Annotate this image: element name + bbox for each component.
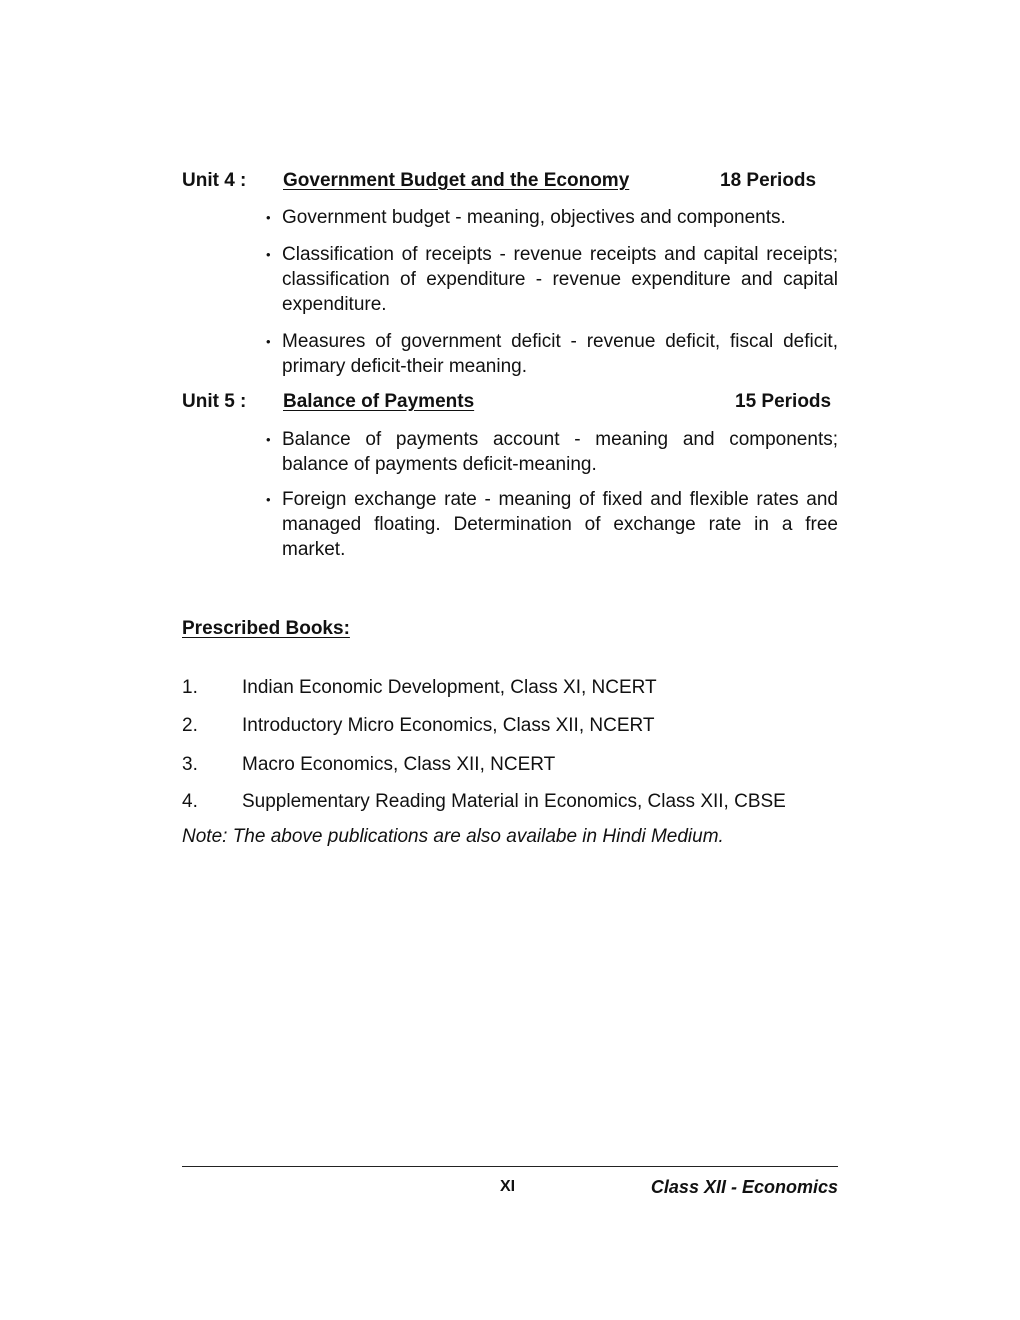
book-title: Supplementary Reading Material in Economics, Class XII, CBSE xyxy=(242,791,786,812)
unit-4-label: Unit 4 : xyxy=(182,170,247,191)
unit-5-bullet-1 xyxy=(266,427,838,477)
book-number: 3. xyxy=(182,754,198,775)
bullet-text: Foreign exchange rate - meaning of fixed and flexible rates and managed floating. Determination of exchange rate in a free market. xyxy=(282,489,838,560)
page-number: XI xyxy=(500,1178,516,1195)
unit-4-periods: 18 Periods xyxy=(720,170,817,191)
bullet-icon: • xyxy=(266,334,271,349)
bullet-text: Classification of receipts - revenue receipts and capital receipts; classification of expenditure - revenue expenditure and capital expenditure. xyxy=(282,244,838,315)
footer-divider xyxy=(182,1166,838,1167)
book-number: 2. xyxy=(182,715,198,736)
footer-class-label: Class XII - Economics xyxy=(650,1177,838,1197)
book-item-1 xyxy=(182,675,838,701)
unit-5-header xyxy=(182,389,838,415)
bullet-text: Government budget - meaning, objectives and components. xyxy=(282,207,786,228)
hindi-medium-note: Note: The above publications are also availabe in Hindi Medium. xyxy=(182,826,724,847)
unit-4-bullet-3 xyxy=(266,329,838,379)
unit-5-label: Unit 5 : xyxy=(182,391,247,412)
bullet-icon: • xyxy=(266,492,271,507)
bullet-icon: • xyxy=(266,247,271,262)
unit-4-bullet-1 xyxy=(266,205,838,230)
book-number: 4. xyxy=(182,791,198,812)
bullet-icon: • xyxy=(266,210,271,225)
bullet-icon: • xyxy=(266,432,271,447)
unit-5-title: Balance of Payments xyxy=(283,391,475,412)
book-title: Macro Economics, Class XII, NCERT xyxy=(242,754,556,775)
book-item-3 xyxy=(182,752,838,778)
unit-4-bullet-2 xyxy=(266,242,838,317)
bullet-text: Balance of payments account - meaning and components; balance of payments deficit-meaning. xyxy=(282,429,838,475)
unit-5-bullet-2 xyxy=(266,487,838,562)
bullet-text: Measures of government deficit - revenue deficit, fiscal deficit, primary deficit-their meaning. xyxy=(282,331,838,377)
book-item-2 xyxy=(182,713,838,739)
book-number: 1. xyxy=(182,677,198,698)
prescribed-books-heading: Prescribed Books: xyxy=(182,618,350,639)
unit-4-header xyxy=(182,168,838,194)
unit-5-periods: 15 Periods xyxy=(735,391,832,412)
book-title: Introductory Micro Economics, Class XII, NCERT xyxy=(242,715,655,736)
book-item-4 xyxy=(182,789,838,815)
unit-4-title: Government Budget and the Economy xyxy=(283,170,630,191)
book-title: Indian Economic Development, Class XI, NCERT xyxy=(242,677,657,698)
